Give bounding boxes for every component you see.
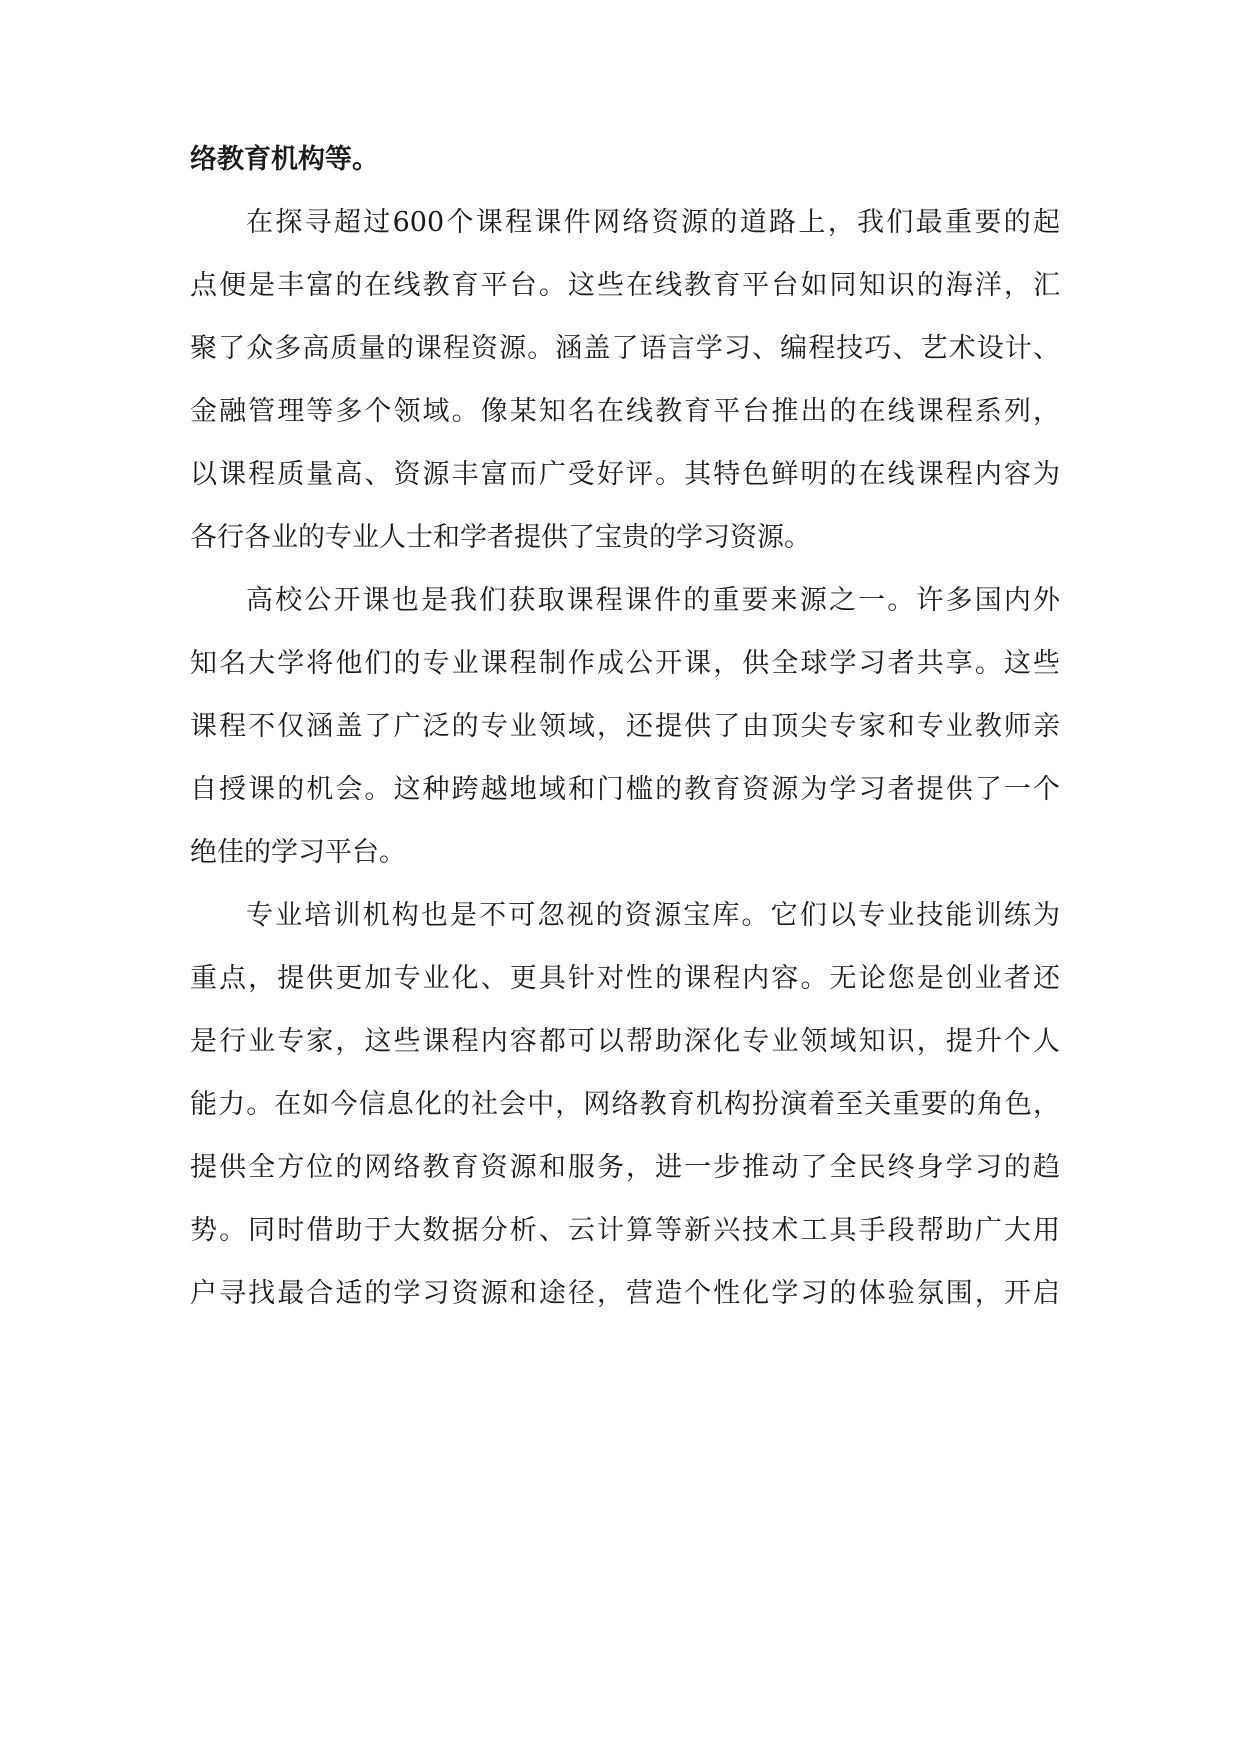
text-line: 势。同时借助于大数据分析、云计算等新兴技术工具手段帮助广大用 [190, 1215, 1060, 1246]
text-line: 各行各业的专业人士和学者提供了宝贵的学习资源。 [190, 522, 811, 553]
text-line: 户寻找最合适的学习资源和途径，营造个性化学习的体验氛围，开启 [190, 1278, 1060, 1309]
paragraph-3-first-line: 专业培训机构也是不可忽视的资源宝库。它们以专业技能训练为 [246, 900, 1060, 931]
paragraph-2-first-line: 高校公开课也是我们获取课程课件的重要来源之一。许多国内外 [246, 585, 1060, 616]
text-line: 聚了众多高质量的课程资源。涵盖了语言学习、编程技巧、艺术设计、 [190, 333, 1060, 364]
text-line: 金融管理等多个领域。像某知名在线教育平台推出的在线课程系列， [190, 396, 1060, 427]
text-line: 课程不仅涵盖了广泛的专业领域，还提供了由顶尖专家和专业教师亲 [190, 711, 1060, 742]
text-line: 以课程质量高、资源丰富而广受好评。其特色鲜明的在线课程内容为 [190, 459, 1060, 490]
text-line: 知名大学将他们的专业课程制作成公开课，供全球学习者共享。这些 [190, 648, 1060, 679]
text-line: 络教育机构等。 [190, 144, 379, 175]
text-line: 自授课的机会。这种跨越地域和门槛的教育资源为学习者提供了一个 [190, 774, 1060, 805]
text-line: 绝佳的学习平台。 [190, 837, 406, 868]
text-line: 重点，提供更加专业化、更具针对性的课程内容。无论您是创业者还 [190, 963, 1060, 994]
text-line: 是行业专家，这些课程内容都可以帮助深化专业领域知识，提升个人 [190, 1026, 1060, 1057]
text-line: 能力。在如今信息化的社会中，网络教育机构扮演着至关重要的角色， [190, 1089, 1060, 1120]
paragraph-1-first-line: 在探寻超过600个课程课件网络资源的道路上，我们最重要的起 [246, 207, 1060, 238]
text-line: 提供全方位的网络教育资源和服务，进一步推动了全民终身学习的趋 [190, 1152, 1060, 1183]
text-line: 点便是丰富的在线教育平台。这些在线教育平台如同知识的海洋，汇 [190, 270, 1060, 301]
